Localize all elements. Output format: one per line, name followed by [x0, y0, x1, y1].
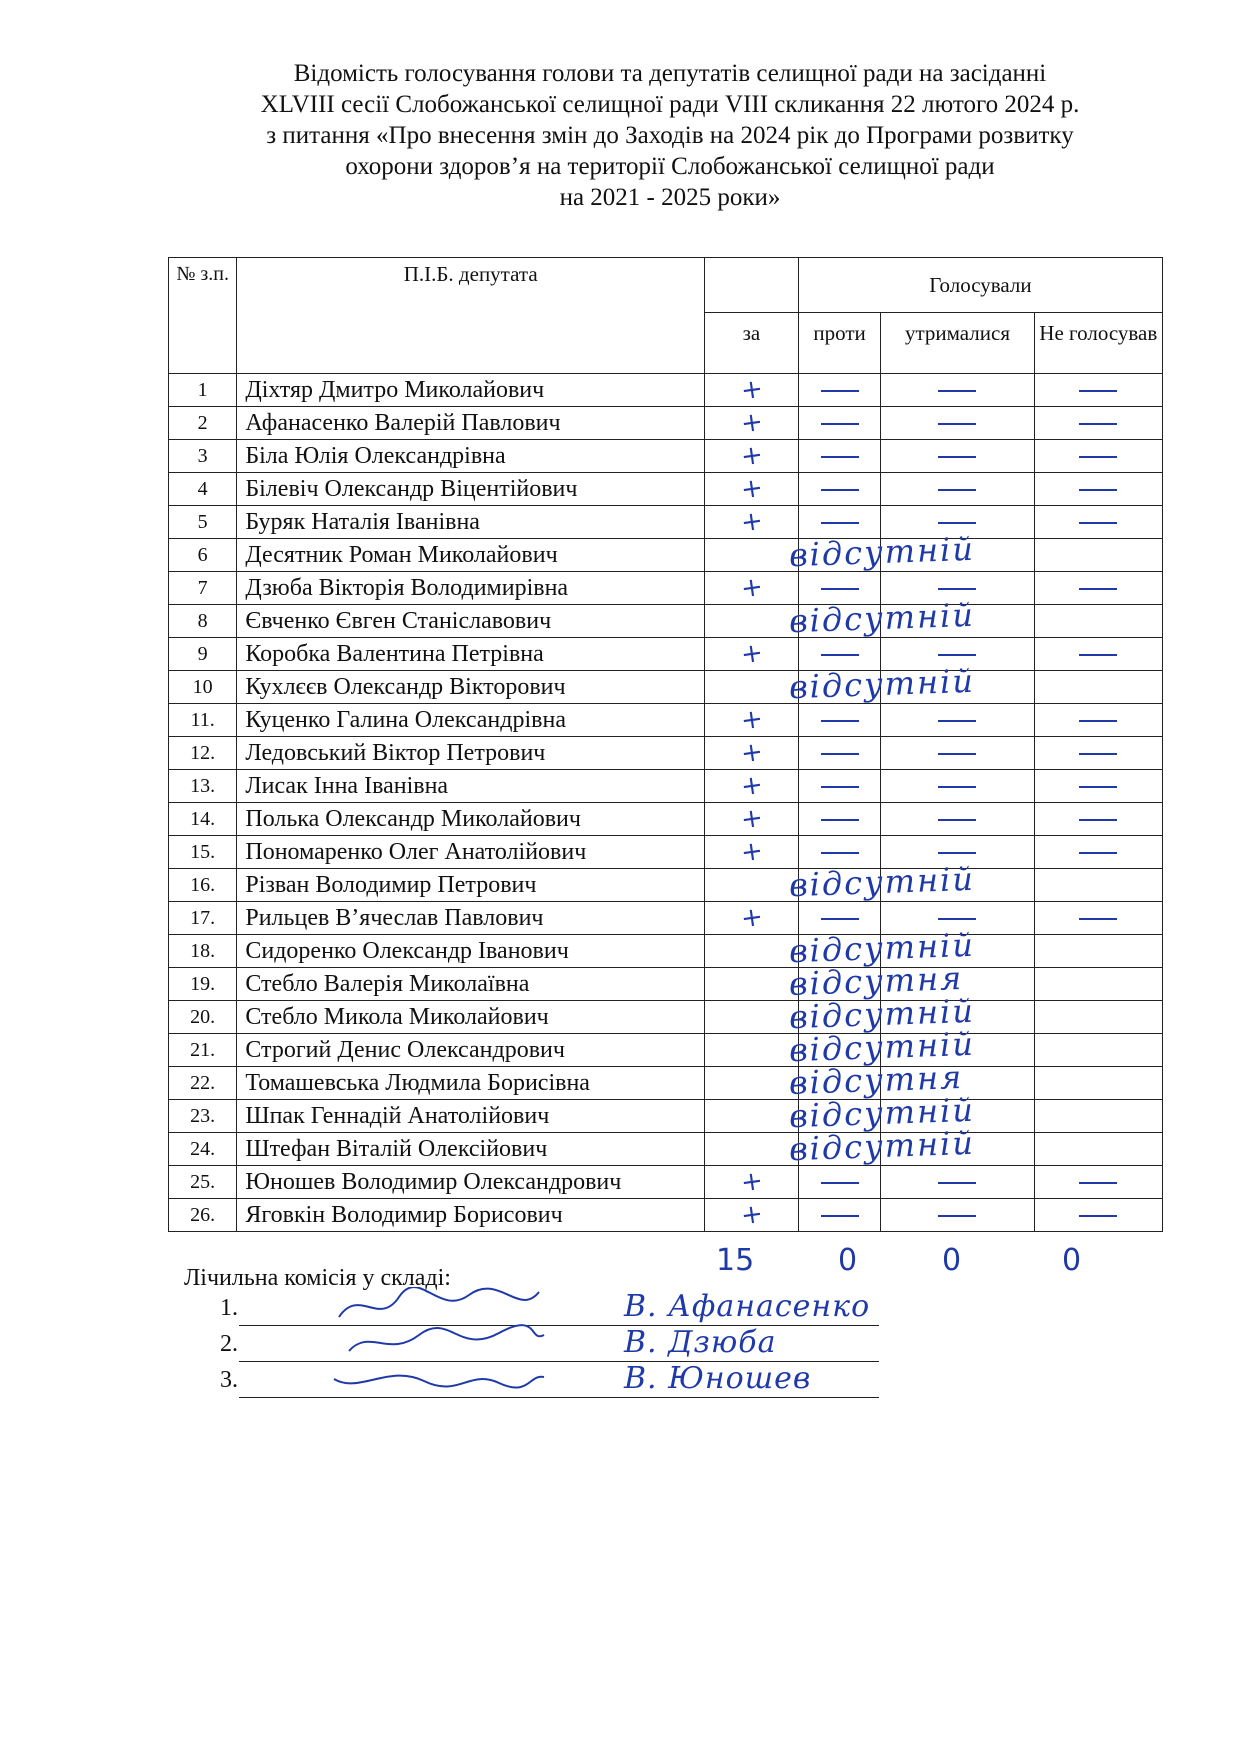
- vote-cell-ne: [1034, 539, 1162, 572]
- title-line-2: XLVIII сесії Слобожанської селищної ради VIII скликання 22 лютого 2024 р.: [260, 91, 1080, 118]
- vote-cell-za: [705, 638, 799, 671]
- row-num: 2: [169, 407, 237, 440]
- member-name: В. Юношев: [624, 1361, 812, 1396]
- row-name: Ледовський Віктор Петрович: [237, 737, 705, 770]
- dash-mark: [1079, 456, 1117, 458]
- row-name: Стебло Микола Миколайович: [237, 1001, 705, 1034]
- vote-cell-utr: [881, 770, 1034, 803]
- member-num: 3.: [220, 1367, 238, 1393]
- vote-cell-ne: [1034, 1001, 1162, 1034]
- vote-cell-za: [705, 704, 799, 737]
- vote-cell-utr: [881, 737, 1034, 770]
- vote-cell-ne: [1034, 1100, 1162, 1133]
- vote-cell-ne: [1034, 737, 1162, 770]
- vote-cell-proty: [788, 859, 976, 905]
- row-name: Куценко Галина Олександрівна: [237, 704, 705, 737]
- row-num: 3: [169, 440, 237, 473]
- row-name: Рильцев В’ячеслав Павлович: [237, 902, 705, 935]
- total-ne-holosuvav: 0: [1062, 1243, 1082, 1278]
- vote-cell-ne: [1034, 704, 1162, 737]
- header-voted: Голосували: [798, 258, 1162, 313]
- vote-cell-za: [705, 1067, 799, 1100]
- vote-cell-za: [705, 803, 799, 836]
- vote-cell-proty: [798, 407, 881, 440]
- table-row: [169, 902, 1163, 935]
- document-title: [200, 58, 1140, 213]
- header-za: за: [705, 313, 799, 374]
- dash-mark: [1079, 489, 1117, 491]
- vote-cell-ne: [1034, 506, 1162, 539]
- plus-mark: +: [738, 901, 765, 935]
- vote-cell-ne: [1034, 770, 1162, 803]
- row-num: 11.: [169, 704, 237, 737]
- dash-mark: [1079, 423, 1117, 425]
- dash-mark: [821, 786, 859, 788]
- table-row: [169, 1199, 1163, 1232]
- vote-cell-proty: [788, 595, 976, 641]
- dash-mark: [938, 1215, 976, 1217]
- plus-mark: +: [738, 571, 765, 605]
- absent-handwriting: відсутній: [788, 661, 976, 707]
- vote-cell-ne: [1034, 605, 1162, 638]
- vote-cell-utr: [881, 473, 1034, 506]
- voting-table: [168, 257, 1163, 1232]
- row-num: 20.: [169, 1001, 237, 1034]
- title-line-3: з питання «Про внесення змін до Заходів на 2024 рік до Програми розвитку: [266, 122, 1074, 149]
- counting-commission: [184, 1265, 871, 1396]
- vote-cell-proty: [798, 1199, 881, 1232]
- dash-mark: [938, 423, 976, 425]
- row-num: 1: [169, 374, 237, 407]
- signature-line: [239, 1361, 879, 1398]
- vote-cell-proty: [788, 661, 976, 707]
- dash-mark: [821, 489, 859, 491]
- vote-cell-proty: [798, 737, 881, 770]
- vote-cell-za: [705, 440, 799, 473]
- plus-mark: +: [738, 703, 765, 737]
- table-row: [169, 1166, 1163, 1199]
- member-name: В. Дзюба: [624, 1325, 777, 1360]
- vote-cell-ne: [1034, 638, 1162, 671]
- row-name: Буряк Наталія Іванівна: [237, 506, 705, 539]
- vote-cell-proty: [798, 473, 881, 506]
- row-name: Шпак Геннадій Анатолійович: [237, 1100, 705, 1133]
- header-num: № з.п.: [169, 258, 237, 374]
- vote-cell-ne: [1034, 374, 1162, 407]
- vote-cell-za: [705, 473, 799, 506]
- vote-cell-ne: [1034, 1133, 1162, 1166]
- member-name: В. Афанасенко: [624, 1289, 871, 1324]
- row-num: 10: [169, 671, 237, 704]
- row-num: 15.: [169, 836, 237, 869]
- vote-cell-za: [705, 836, 799, 869]
- vote-cell-ne: [1034, 803, 1162, 836]
- dash-mark: [938, 918, 976, 920]
- absent-handwriting: відсутній: [788, 1024, 976, 1070]
- vote-cell-proty: [798, 374, 881, 407]
- vote-cell-za: [705, 737, 799, 770]
- row-name: Євченко Євген Станіславович: [237, 605, 705, 638]
- dash-mark: [938, 720, 976, 722]
- vote-cell-ne: [1034, 968, 1162, 1001]
- row-num: 6: [169, 539, 237, 572]
- row-num: 16.: [169, 869, 237, 902]
- absent-handwriting: відсутня: [788, 958, 964, 1004]
- row-num: 9: [169, 638, 237, 671]
- vote-cell-za: [705, 506, 799, 539]
- dash-mark: [938, 456, 976, 458]
- dash-mark: [821, 522, 859, 524]
- vote-cell-za: [705, 869, 799, 902]
- vote-cell-ne: [1034, 1034, 1162, 1067]
- vote-cell-ne: [1034, 572, 1162, 605]
- vote-cell-proty: [798, 440, 881, 473]
- vote-cell-proty: [788, 529, 976, 575]
- dash-mark: [1079, 522, 1117, 524]
- row-name: Десятник Роман Миколайович: [237, 539, 705, 572]
- row-num: 17.: [169, 902, 237, 935]
- dash-mark: [1079, 588, 1117, 590]
- row-name: Томашевська Людмила Борисівна: [237, 1067, 705, 1100]
- table-row: [169, 638, 1163, 671]
- vote-cell-ne: [1034, 1166, 1162, 1199]
- table-row: [169, 1100, 1163, 1133]
- row-num: 5: [169, 506, 237, 539]
- vote-cell-za: [705, 374, 799, 407]
- signature-scribble: [329, 1287, 549, 1327]
- vote-cell-ne: [1034, 902, 1162, 935]
- row-name: Кухлєєв Олександр Вікторович: [237, 671, 705, 704]
- row-num: 7: [169, 572, 237, 605]
- vote-cell-utr: [881, 704, 1034, 737]
- table-row: [169, 968, 1163, 1001]
- dash-mark: [821, 456, 859, 458]
- total-proty: 0: [838, 1243, 858, 1278]
- vote-cell-ne: [1034, 473, 1162, 506]
- dash-mark: [938, 654, 976, 656]
- vote-cell-utr: [881, 1199, 1034, 1232]
- row-name: Білевіч Олександр Віцентійович: [237, 473, 705, 506]
- vote-cell-utr: [881, 803, 1034, 836]
- vote-cell-za: [705, 770, 799, 803]
- table-row: [169, 704, 1163, 737]
- plus-mark: +: [738, 373, 765, 407]
- row-name: Сидоренко Олександр Іванович: [237, 935, 705, 968]
- dash-mark: [1079, 1182, 1117, 1184]
- dash-mark: [821, 588, 859, 590]
- signature-line: [239, 1325, 879, 1362]
- vote-cell-proty: [798, 803, 881, 836]
- table-row: [169, 539, 1163, 572]
- plus-mark: +: [738, 736, 765, 770]
- dash-mark: [821, 753, 859, 755]
- vote-cell-za: [705, 1199, 799, 1232]
- row-num: 4: [169, 473, 237, 506]
- dash-mark: [821, 720, 859, 722]
- header-proty: проти: [798, 313, 881, 374]
- dash-mark: [821, 1215, 859, 1217]
- vote-cell-proty: [798, 704, 881, 737]
- dash-mark: [821, 390, 859, 392]
- vote-cell-ne: [1034, 1067, 1162, 1100]
- row-num: 24.: [169, 1133, 237, 1166]
- signature-line: [239, 1289, 879, 1326]
- dash-mark: [938, 390, 976, 392]
- dash-mark: [821, 1182, 859, 1184]
- vote-cell-za: [705, 1100, 799, 1133]
- vote-cell-proty: [788, 1123, 976, 1169]
- table-row: [169, 869, 1163, 902]
- row-num: 13.: [169, 770, 237, 803]
- header-name: П.І.Б. депутата: [237, 258, 705, 374]
- vote-cell-ne: [1034, 671, 1162, 704]
- vote-cell-proty: [798, 1166, 881, 1199]
- dash-mark: [938, 522, 976, 524]
- vote-cell-ne: [1034, 1199, 1162, 1232]
- table-row: [169, 836, 1163, 869]
- vote-cell-proty: [798, 770, 881, 803]
- vote-cell-ne: [1034, 935, 1162, 968]
- dash-mark: [938, 489, 976, 491]
- header-empty: [705, 258, 799, 313]
- vote-cell-za: [705, 572, 799, 605]
- row-name: Строгий Денис Олександрович: [237, 1034, 705, 1067]
- member-num: 1.: [220, 1295, 238, 1321]
- row-num: 22.: [169, 1067, 237, 1100]
- commission-label: Лічильна комісія у складі:: [184, 1265, 451, 1291]
- row-num: 23.: [169, 1100, 237, 1133]
- absent-handwriting: відсутній: [788, 595, 976, 641]
- plus-mark: +: [738, 637, 765, 671]
- table-row: [169, 506, 1163, 539]
- title-line-5: на 2021 - 2025 роки»: [559, 184, 781, 211]
- absent-handwriting: відсутній: [788, 1090, 976, 1136]
- table-row: [169, 1001, 1163, 1034]
- row-num: 25.: [169, 1166, 237, 1199]
- dash-mark: [821, 918, 859, 920]
- table-row: [169, 473, 1163, 506]
- row-name: Різван Володимир Петрович: [237, 869, 705, 902]
- row-name: Діхтяр Дмитро Миколайович: [237, 374, 705, 407]
- vote-cell-utr: [881, 1166, 1034, 1199]
- dash-mark: [938, 1182, 976, 1184]
- table-row: [169, 374, 1163, 407]
- row-name: Дзюба Вікторія Володимирівна: [237, 572, 705, 605]
- table-row: [169, 671, 1163, 704]
- plus-mark: +: [738, 406, 765, 440]
- plus-mark: +: [738, 835, 765, 869]
- header-utrymalysia: утрималися: [881, 313, 1034, 374]
- row-num: 8: [169, 605, 237, 638]
- plus-mark: +: [738, 505, 765, 539]
- plus-mark: +: [738, 769, 765, 803]
- dash-mark: [821, 654, 859, 656]
- absent-handwriting: відсутній: [788, 859, 976, 905]
- plus-mark: +: [738, 1165, 765, 1199]
- dash-mark: [938, 786, 976, 788]
- vote-cell-za: [705, 1133, 799, 1166]
- vote-cell-za: [705, 935, 799, 968]
- table-body: [169, 374, 1163, 1232]
- table-row: [169, 770, 1163, 803]
- row-name: Біла Юлія Олександрівна: [237, 440, 705, 473]
- dash-mark: [1079, 786, 1117, 788]
- plus-mark: +: [738, 439, 765, 473]
- row-num: 18.: [169, 935, 237, 968]
- vote-cell-ne: [1034, 869, 1162, 902]
- table-row: [169, 605, 1163, 638]
- vote-cell-utr: [881, 374, 1034, 407]
- table-row: [169, 1133, 1163, 1166]
- row-num: 21.: [169, 1034, 237, 1067]
- total-utrymalysia: 0: [942, 1243, 962, 1278]
- dash-mark: [821, 852, 859, 854]
- dash-mark: [1079, 720, 1117, 722]
- dash-mark: [1079, 654, 1117, 656]
- vote-cell-za: [705, 1166, 799, 1199]
- dash-mark: [1079, 852, 1117, 854]
- absent-handwriting: відсутня: [788, 1057, 964, 1103]
- row-name: Яговкін Володимир Борисович: [237, 1199, 705, 1232]
- dash-mark: [938, 819, 976, 821]
- vote-cell-ne: [1034, 440, 1162, 473]
- dash-mark: [821, 819, 859, 821]
- total-za: 15: [716, 1243, 755, 1278]
- row-name: Штефан Віталій Олексійович: [237, 1133, 705, 1166]
- vote-cell-za: [705, 1001, 799, 1034]
- dash-mark: [1079, 918, 1117, 920]
- absent-handwriting: відсутній: [788, 529, 976, 575]
- row-name: Стебло Валерія Миколаївна: [237, 968, 705, 1001]
- dash-mark: [1079, 390, 1117, 392]
- row-name: Афанасенко Валерій Павлович: [237, 407, 705, 440]
- row-name: Юношев Володимир Олександрович: [237, 1166, 705, 1199]
- vote-cell-za: [705, 605, 799, 638]
- title-line-1: Відомість голосування голови та депутатів селищної ради на засіданні: [293, 60, 1047, 87]
- table-row: [169, 1067, 1163, 1100]
- table-row: [169, 407, 1163, 440]
- dash-mark: [821, 423, 859, 425]
- table-row: [169, 803, 1163, 836]
- plus-mark: +: [738, 1198, 765, 1232]
- signature-scribble: [329, 1359, 549, 1399]
- member-num: 2.: [220, 1331, 238, 1357]
- table-row: [169, 572, 1163, 605]
- vote-cell-za: [705, 902, 799, 935]
- absent-handwriting: відсутній: [788, 925, 976, 971]
- row-name: Коробка Валентина Петрівна: [237, 638, 705, 671]
- dash-mark: [938, 852, 976, 854]
- vote-cell-utr: [881, 407, 1034, 440]
- row-name: Лисак Інна Іванівна: [237, 770, 705, 803]
- vote-cell-za: [705, 968, 799, 1001]
- vote-cell-za: [705, 539, 799, 572]
- absent-handwriting: відсутній: [788, 991, 976, 1037]
- vote-cell-za: [705, 1034, 799, 1067]
- dash-mark: [1079, 819, 1117, 821]
- table-row: [169, 440, 1163, 473]
- dash-mark: [1079, 753, 1117, 755]
- dash-mark: [938, 753, 976, 755]
- vote-cell-ne: [1034, 836, 1162, 869]
- vote-cell-ne: [1034, 407, 1162, 440]
- dash-mark: [938, 588, 976, 590]
- vote-cell-za: [705, 671, 799, 704]
- table-row: [169, 737, 1163, 770]
- row-num: 14.: [169, 803, 237, 836]
- title-line-4: охорони здоров’я на території Слобожанської селищної ради: [345, 153, 995, 180]
- vote-cell-za: [705, 407, 799, 440]
- table-row: [169, 1034, 1163, 1067]
- absent-handwriting: відсутній: [788, 1123, 976, 1169]
- row-num: 26.: [169, 1199, 237, 1232]
- plus-mark: +: [738, 802, 765, 836]
- row-name: Полька Олександр Миколайович: [237, 803, 705, 836]
- signature-scribble: [329, 1323, 549, 1363]
- row-name: Пономаренко Олег Анатолійович: [237, 836, 705, 869]
- row-num: 19.: [169, 968, 237, 1001]
- row-num: 12.: [169, 737, 237, 770]
- plus-mark: +: [738, 472, 765, 506]
- header-ne-holosuvav: Не голосував: [1034, 313, 1162, 374]
- table-row: [169, 935, 1163, 968]
- vote-cell-utr: [881, 440, 1034, 473]
- dash-mark: [1079, 1215, 1117, 1217]
